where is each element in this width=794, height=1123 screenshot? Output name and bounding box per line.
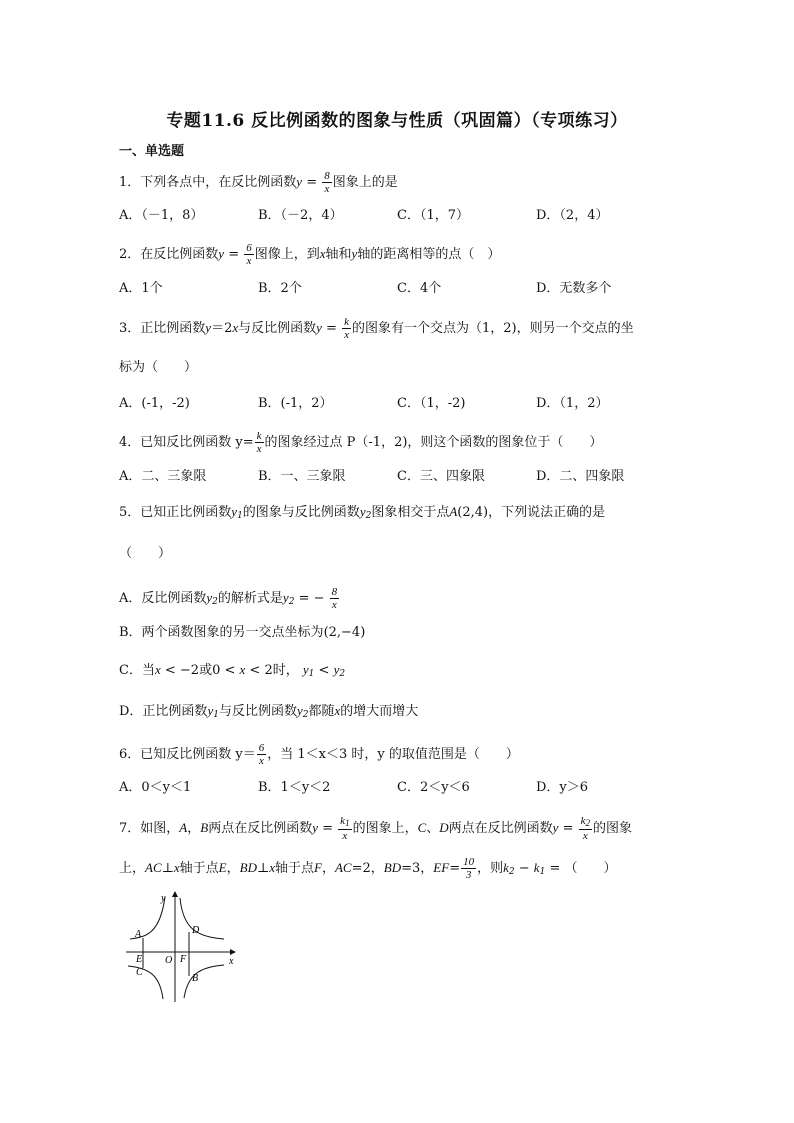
y-axis-arrow [172,891,178,897]
q6-fraction: $\frac{6}{x}$ [258,742,265,767]
q4-option-b[interactable]: B．一、三象限 [258,469,346,484]
q5-option-d[interactable]: D．正比例函数$y_1$与反比例函数$y_2$都随x的增大而增大 [119,703,419,720]
question-6: 6．已知反比例函数 y＝ $\frac{6}{x}$ ，当 1＜x＜3 时，y 的取值范围是（ ） [119,742,519,767]
q3-option-c[interactable]: C．（1，-2) [397,396,466,411]
q7-fraction-ef: $\frac{10}{3}$ [463,856,475,881]
q2-option-c[interactable]: C．4个 [397,281,442,296]
x-axis-arrow [230,949,236,955]
question-4: 4．已知反比例函数 y= $\frac{k}{x}$ 的图象经过点 P（-1，2)，则这个函数的图象位于（ ） [119,430,603,455]
curve-k1-fourth-quadrant [184,965,224,998]
question-7-line-2: 上，AC⊥x轴于点E，BD⊥x轴于点F，AC=2，BD=3，EF= $\frac{10}{3}$ ，则$k_2 - k_1$ = （ ） [119,856,617,881]
q5-option-a[interactable]: A．反比例函数$y_2$的解析式是$y_2$ = − $\frac{8}{x}$ [119,586,338,611]
q4-option-c[interactable]: C．三、四象限 [397,469,485,484]
page-title: 专题11.6 反比例函数的图象与性质（巩固篇）（专项练习） [166,111,628,131]
label-A: A [135,929,142,940]
question-3: 3．正比例函数y＝2x与反比例函数y = $\frac{k}{x}$ 的图象有一个交点为（1，2)，则另一个交点的坐 [119,316,634,341]
q3-option-b[interactable]: B．(-1，2） [258,396,333,411]
q5a-fraction: $\frac{8}{x}$ [331,586,338,611]
label-E: E [136,954,143,965]
q1-text-end: 图象上的是 [332,175,398,190]
q1-text: 1．下列各点中，在反比例函数 [119,175,297,190]
q6-option-a[interactable]: A．0＜y＜1 [119,780,192,795]
q3-option-a[interactable]: A．(-1，-2) [119,396,190,411]
q1-option-d[interactable]: D．（2，4） [536,208,609,223]
label-F: F [180,954,187,965]
label-y: y [161,893,166,904]
q6-option-c[interactable]: C．2＜y＜6 [397,780,470,795]
q7-fraction-k1: $\frac{k_1}{x}$ [340,815,350,842]
q3-option-d[interactable]: D．（1，2） [536,396,609,411]
q5-option-c[interactable]: C．当x < −2或0 < x < 2时， $y_1 < y_2$ [119,662,346,679]
q1-option-a[interactable]: A．（－1，8） [119,208,204,223]
q2-option-b[interactable]: B．2个 [258,281,302,296]
question-3-line-2: 标为（ ） [119,360,198,375]
q1-option-c[interactable]: C．（1，7） [397,208,469,223]
q2-option-a[interactable]: A．1个 [119,281,163,296]
q4-option-d[interactable]: D．二、四象限 [536,469,625,484]
q2-fraction: $\frac{6}{x}$ [246,242,252,267]
question-2: 2．在反比例函数y = $\frac{6}{x}$ 图像上，到x轴和y轴的距离相等的点（ ） [119,242,501,267]
q3-fraction: $\frac{k}{x}$ [344,316,349,341]
question-7: 7．如图，A，B两点在反比例函数y = $\frac{k_1}{x}$ 的图象上，C、D两点在反比例函数y = $\frac{k_2}{x}$ 的图象 [119,815,633,842]
q6-option-d[interactable]: D．y＞6 [536,780,589,795]
label-B: B [192,973,199,984]
question-5: 5．已知正比例函数$y_1$的图象与反比例函数$y_2$图象相交于点A(2,4)，下列说法正确的是 [119,504,606,521]
curve-k2-first-quadrant [180,898,224,939]
q4-option-a[interactable]: A．二、三象限 [119,469,207,484]
section-heading: 一、单选题 [119,144,185,159]
q5-option-b[interactable]: B．两个函数图象的另一交点坐标为(2,−4) [119,625,366,640]
q4-fraction: $\frac{k}{x}$ [256,430,262,455]
q1-fraction: $\frac{8}{x}$ [324,170,330,195]
q2-option-d[interactable]: D．无数多个 [536,281,612,296]
hyperbola-figure [118,888,248,1006]
question-1: 1．下列各点中，在反比例函数y = $\frac{8}{x}$ 图象上的是 [119,170,398,195]
label-C: C [136,967,143,978]
q7-fraction-k2: $\frac{k_2}{x}$ [580,815,591,842]
label-D: D [192,925,200,936]
question-5-line-2: （ ） [119,546,172,561]
curve-k2-third-quadrant [128,966,163,999]
q6-option-b[interactable]: B．1＜y＜2 [258,780,331,795]
q1-option-b[interactable]: B．（－2，4） [258,208,343,223]
label-x: x [229,956,234,967]
label-O: O [165,955,173,966]
